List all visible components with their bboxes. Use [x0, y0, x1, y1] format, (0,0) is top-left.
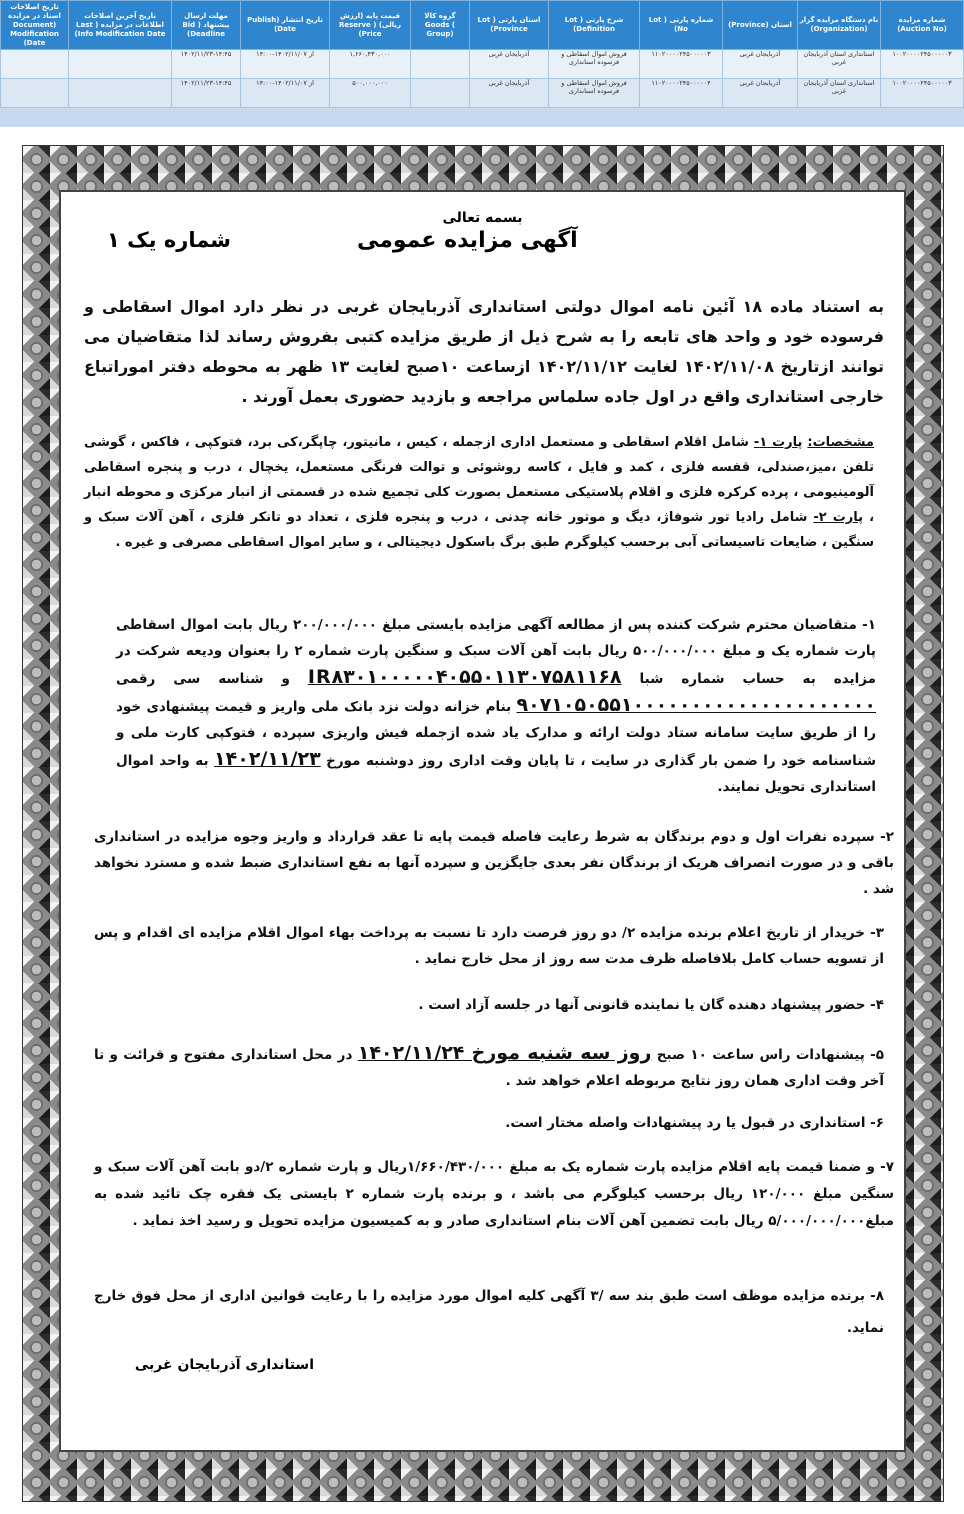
col-lot-no: شماره پارتی ( Lot No) [640, 1, 723, 50]
item-1-text-b: و شناسه سی رقمی [116, 671, 290, 687]
sheba-number: IR۸۳۰۱۰۰۰۰۰۴۰۵۵۰۱۱۳۰۷۵۸۱۱۶۸ [307, 666, 622, 688]
cell: ۵۰۰,۰۰۰,۰۰۰ [330, 79, 411, 108]
col-reserve-price: قیمت پایه (ارزش ریالی) ( Reserve Price) [330, 1, 411, 50]
cell: آذربایجان غربی [470, 50, 549, 79]
table-row[interactable] [1, 79, 964, 108]
specs-label: مشخصات: [807, 435, 874, 450]
item-2: ۲- سپرده نفرات اول و دوم برندگان به شرط رعایت فاصله قیمت پایه تا عقد قرارداد و واریز وجوه مزایده در استانداری باقی و در صورت انصراف هریک از برندگان نفر بعدی جایگزین و سپرده آنها به نفع استانداری ضبط شده و مسترد نخواهد شد . [94, 829, 894, 897]
cell [1, 79, 69, 108]
part1-label: پارت ۱- [753, 435, 803, 450]
col-province: استان (Province) [723, 1, 798, 50]
cell: آذربایجان غربی [470, 79, 549, 108]
cell: از ۱۴۰۲/۱۱/۰۷-۱۴:۰۰ [241, 50, 330, 79]
cell: آذربایجان غربی [723, 50, 798, 79]
cell: ۱۰۰۲۰۰۰۰۲۴۵۰۰۰۰۰۳ [881, 50, 964, 79]
cell: ۱۴۰۲/۱۱/۲۳-۱۴:۴۵ [172, 79, 241, 108]
item-3: ۳- خریدار از تاریخ اعلام برنده مزایده ۲/ دو روز فرصت دارد تا نسبت به پرداخت بهاء اموال اقلام مزایده ای اقدام و پس از تسویه حساب کامل بلافاصله ظرف مدت سه روز از محل خارج نماید . [94, 925, 884, 967]
cell: ۱۴۰۲/۱۱/۲۳-۱۴:۴۵ [172, 50, 241, 79]
item-8: ۸- برنده مزایده موظف است طبق بند سه /۳ آگهی کلیه اموال مورد مزایده را با رعایت قوانین اداری از محل فوق خارج نماید. [94, 1288, 884, 1336]
col-lot-definition: شرح پارتی ( Lot Definition) [549, 1, 640, 50]
col-last-info-mod: تاریخ آخرین اصلاحات اطلاعات در مزایده ( Last Info Modification Date) [69, 1, 172, 50]
specs-part1-text: شامل اقلام اسقاطی و مستعمل اداری ازجمله ، کیس ، مانیتور، چاپگر،کی برد، فتوکپی ، فاکس ، گوشی تلفن ،میز،صندلی، قفسه فلزی ، کمد و فایل ، کاسه روشوئی و توالت فرنگی مستعمل، یخچال ، درب و پنجره اسقاطی آلومینیومی ، پرده کرکره فلزی و اقلام پلاستیکی مستعمل بصورت کلی تجمیع شده در قسمتی از انبار مرکزی و محوطه انبار ، [84, 435, 875, 525]
item-6: ۶- استانداری در قبول یا رد پیشنهادات واصله مختار است. [505, 1115, 884, 1131]
table-header-row [1, 1, 964, 50]
col-bid-deadline: مهلت ارسال پیشنهاد ( Bid Deadline) [172, 1, 241, 50]
auction-table [0, 0, 964, 108]
cell: فروش اموال اسقاطی و فرسوده استانداری [549, 50, 640, 79]
cell: ۱,۶۶۰,۴۳۰,۰۰۰ [330, 50, 411, 79]
specs-paragraph [84, 430, 874, 555]
intro-paragraph: به استناد ماده ۱۸ آئین نامه اموال دولتی استانداری آذربایجان غربی در نظر دارد اموال اسقاطی و فرسوده خود و واحد های تابعه را به شرح ذیل از طریق مزایده کتبی بفروش رساند لذا متقاضیان می توانند ازتاریخ ۱۴۰۲/۱۱/۰۸ لغایت ۱۴۰۲/۱۱/۱۲ ازساعت ۱۰صبح لغایت ۱۳ ظهر به محوطه دفتر اموراتباع خارجی استانداری واقع در اول جاده سلماس مراجعه و بازدید حضوری بعمل آورند . [84, 297, 885, 406]
col-doc-mod: تاریخ اصلاحات اسناد در مزایده (Document Modification Date) [1, 1, 69, 50]
cell: ۱۱۰۲۰۰۰۰۲۴۵۰۰۰۰۰۳ [640, 50, 723, 79]
signature: استانداری آذربایجان غربی [134, 1357, 314, 1373]
cell [411, 50, 470, 79]
item-1 [116, 612, 876, 800]
cell: فروش اموال اسقاطی و فرسوده استانداری [549, 79, 640, 108]
cell [69, 50, 172, 79]
col-organization: نام دستگاه مزایده گزار (Organization) [798, 1, 881, 50]
table-row[interactable] [1, 50, 964, 79]
cell: آذربایجان غربی [723, 79, 798, 108]
cell [69, 79, 172, 108]
auction-table-strip [0, 0, 964, 127]
col-auction-no: شماره مزایده (Auction No) [881, 1, 964, 50]
col-goods-group: گروه کالا Goods ( Group) [411, 1, 470, 50]
item-1-text-d: به واحد اموال استانداری تحویل نمایند. [116, 753, 876, 795]
cell: از ۱۴۰۲/۱۱/۰۷-۱۴:۰۰ [241, 79, 330, 108]
item-7: ۷- و ضمنا قیمت پایه اقلام مزایده پارت شماره یک به مبلغ ۱/۶۶۰/۴۳۰/۰۰۰ریال و پارت شماره ۲/دو بابت آهن آلات سبک و سنگین مبلغ ۱۲۰/۰۰۰ ریال برحسب کیلوگرم می باشد ، و برنده پارت شماره ۲ بایستی یک فقره چک تائید شده به مبلغ۵/۰۰۰/۰۰۰/۰۰۰ ریال بابت تضمین آهن آلات بنام استانداری صادر و به کمیسیون مزایده تحویل و رسید اخذ نماید . [94, 1159, 894, 1229]
notice-body [59, 190, 906, 1452]
item-5 [94, 1040, 884, 1094]
decorative-frame [22, 145, 944, 1502]
item-5-text-b: در محل استانداری مفتوح و قرائت و تا آخر وقت اداری همان روز نتایج مربوطه اعلام خواهد شد . [94, 1047, 884, 1089]
notice-number: شماره یک ۱ [107, 228, 231, 252]
col-publish-date: تاریخ انتشار (Publish Date) [241, 1, 330, 50]
item-1-text-c: بنام خزانه دولت نزد بانک ملی واریز و قیمت پیشنهادی خود را از طریق سایت سامانه ستاد دولت ارائه و مدارک یاد شده ازجمله فیش واریزی سپرده ، فتوکپی کارت ملی و شناسنامه خود را ضمن بار گذاری در سایت ، تا پایان وقت اداری روز دوشنبه مورخ [116, 699, 877, 769]
part2-label: پارت ۲- [813, 510, 864, 525]
table-empty-area [0, 108, 964, 127]
cell: ۱۰۰۲۰۰۰۰۲۴۵۰۰۰۰۰۳ [881, 79, 964, 108]
cell [1, 50, 69, 79]
col-lot-province: استان پارتی ( Lot Province) [470, 1, 549, 50]
cell [411, 79, 470, 108]
cell: استانداری استان آذربایجان غربی [798, 79, 881, 108]
bismillah-heading: بسمه تعالی [442, 210, 523, 226]
cell: استانداری استان آذربایجان غربی [798, 50, 881, 79]
cell: ۱۱۰۲۰۰۰۰۲۴۵۰۰۰۰۰۴ [640, 79, 723, 108]
payment-id: ۹۰۷۱۰۵۰۵۵۱۰۰۰۰۰۰۰۰۰۰۰۰۰۰۰۰۰۰۰۰۰ [516, 694, 876, 716]
specs-part2-text: شامل رادیا تور شوفاژ، دیگ و موتور خانه چدنی ، درب و پنجره فلزی ، تعداد دو تانکر فلزی ، آهن آلات سبک و سنگین ، ضایعات تاسیساتی آبی برحسب کیلوگرم طبق برگ باسکول دیجیتالی ، و سایر اموال اسقاطی مصرفی و غیره . [84, 510, 874, 550]
page-title: آگهی مزایده عمومی [357, 228, 578, 253]
deadline-date: ۱۴۰۲/۱۱/۲۳ [214, 748, 321, 770]
item-5-text-a: ۵- پیشنهادات راس ساعت ۱۰ صبح [656, 1047, 884, 1063]
item-1-text-a: ۱- متقاضیان محترم شرکت کننده پس از مطالعه آگهی مزایده بایستی مبلغ ۲۰۰/۰۰۰/۰۰۰ ریال بابت اموال اسقاطی پارت شماره یک و مبلغ ۵۰۰/۰۰۰/۰۰۰ ریال بابت آهن آلات سبک و سنگین پارت شماره ۲ را بعنوان ودیعه شرکت در مزایده به حساب شماره شبا [116, 617, 876, 687]
item-4: ۴- حضور پیشنهاد دهنده گان یا نماینده قانونی آنها در جلسه آزاد است . [418, 997, 884, 1013]
opening-date: روز سه شنبه مورخ ۱۴۰۲/۱۱/۲۴ [357, 1042, 652, 1064]
